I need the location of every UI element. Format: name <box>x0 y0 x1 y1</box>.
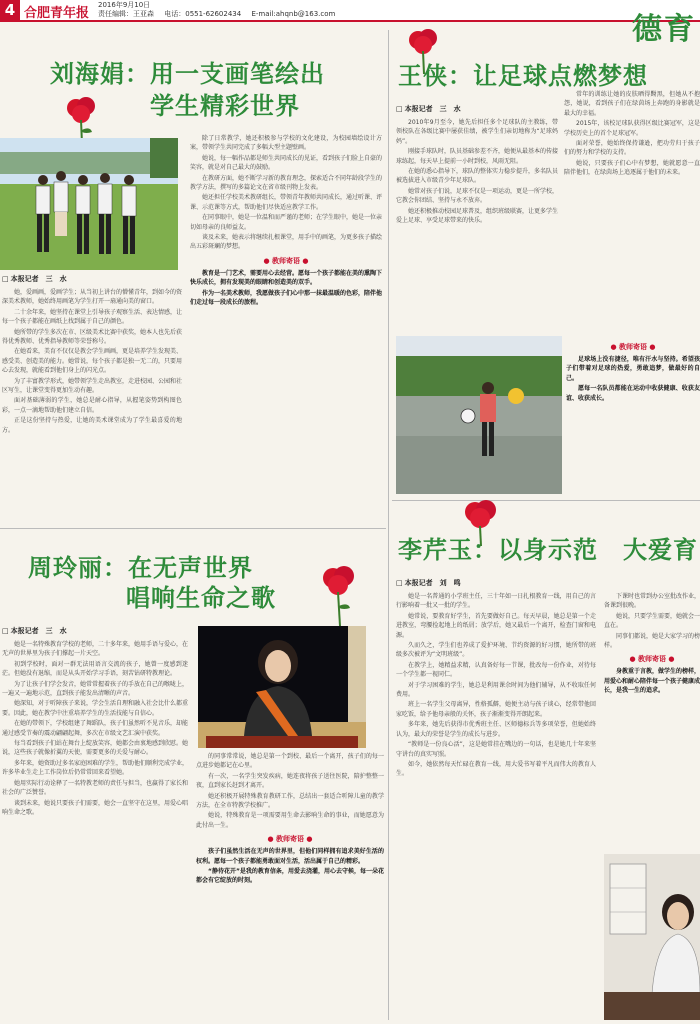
zhou-portrait-photo <box>198 626 366 748</box>
issue-date: 2016年9月10日 <box>98 1 151 9</box>
phone-number: 电话：0551-62602434 <box>164 10 242 18</box>
email-address: E-mail:ahqnb@163.com <box>251 10 336 18</box>
li-byline: □ 本报记者 刘 鸣 <box>396 578 461 588</box>
liu-body-col2: 除了日常教学，她还积极参与学校的文化建设，为校园墙绘设计方案，带领学生共同完成了多幅大型主题壁画。 她说，每一幅作品都是师生共同成长的见证，看到孩子们脸上自豪的笑容，就是对自己最大的鼓励。 在教研方面，她不断学习新的教育理念，探索适合不同年龄段学生的教学方法，撰写的多篇论文在省市级刊物上发表。 她还担任学校美术教研组长，带领青年教师共同成长，通过听课、评课、示范课等方式，帮助他们尽快适应教学工作。 在同事眼中，她是一位温和而严谨的老师；在学生眼中，她是一位亲切如母亲的良师益友。 谈及未来，她表示将继续扎根课堂，用手中的画笔，为更多孩子描绘出五彩斑斓的梦想。 ● 教师寄语 ● 教育是一门艺术，需要用心去经营。愿每一个孩子都能在美的熏陶下快乐成长，拥有发现美的眼睛和创造美的双手。 作为一名美术教师，我愿做孩子们心中那一抹最温暖的色彩，陪伴他们走过每一段成长的旅程。 <box>190 134 382 524</box>
editor-credit: 责任编辑：王亚森 <box>98 10 154 18</box>
li-portrait-photo <box>604 854 700 1020</box>
zhou-headline-line2: 唱响生命之歌 <box>126 584 276 612</box>
liu-group-photo <box>0 138 178 270</box>
paper-name: 合肥青年报 <box>24 6 90 21</box>
column-divider <box>388 30 389 1020</box>
wang-byline: □ 本报记者 三 水 <box>396 104 461 114</box>
zhou-body-col2: 的同事常常说，她总是第一个到校、最后一个离开，孩子们的每一点进步她都记在心里。 有一次，一名学生突发疾病，她连夜将孩子送往医院，陪护整整一夜，直到家长赶到才离开。 她还积极开展特殊教育教研工作，总结出一套适合听障儿童的教学方法，在全市特教学校推广。 她说，特殊教育是一项需要用生命去影响生命的事业，而她愿意为此付出一生。 ● 教师寄语 ● 孩子们虽然生活在无声的世界里，但他们同样拥有追求美好生活的权利。愿每一个孩子都能勇敢面对生活，活出属于自己的精彩。 “静待花开”是我的教育信条，用爱去浇灌，用心去守候，每一朵花都会有它绽放的时刻。 <box>196 752 384 1020</box>
zhou-body-col1: 她是一名特殊教育学校的老师，二十多年来，她用手语与爱心，在无声的世界里为孩子们撑起一片天空。 初到学校时，面对一群无法用语言交流的孩子，她曾一度感到迷茫。但她没有退缩，而是从头开始学习手语，刻苦钻研特教理论。 为了让孩子们学会发音，她常常握着孩子的手放在自己的喉咙上，一遍又一遍地示范，直到孩子能发出清晰的声音。 她深知，对于听障孩子来说，学会生活自理和融入社会比什么都重要。因此，她在教学中注重培养学生的生活技能与自信心。 在她的带领下，学校组建了舞蹈队，孩子们虽然听不见音乐，却能通过感受节奏的震动翩翩起舞，多次在市级文艺汇演中获奖。 每当看到孩子们站在舞台上绽放笑容，她都会由衷地感到欣慰。她说，这些孩子就像折翼的天使，需要更多的关爱与耐心。 多年来，她资助过多名家庭困难的学生，帮助他们顺利完成学业，许多毕业生走上工作岗位后仍常常回来看望她。 她用实际行动诠释了一名特教老师的责任与担当，也赢得了家长和社会的广泛赞誉。 谈到未来，她说只要孩子们需要，她会一直坚守在这里，用爱心唱响生命之歌。 <box>2 641 188 816</box>
liu-headline-line1: 刘海娟：用一支画笔绘出 <box>50 60 325 88</box>
liu-headline-line2: 学生精彩世界 <box>150 92 300 120</box>
zhou-byline: □ 本报记者 三 水 <box>2 626 67 636</box>
wang-body-col1: 2010年9月至今，她先后担任多个足球队的主教练，带领校队在各级比赛中屡获佳绩，被学生们亲切地称为“足球妈妈”。 刚接手球队时，队员基础参差不齐，她便从最基本的传接球练起，每天早上提前一小时到校，风雨无阻。 在她的悉心指导下，球队的整体实力稳步提升，多名队员被选拔进入市级青少年足球队。 她常对孩子们说，足球不仅是一项运动，更是一所学校，它教会你团结、坚持与永不放弃。 她还积极推动校园足球普及，组织班级联赛，让更多学生爱上足球、享受足球带来的快乐。 <box>396 119 558 225</box>
wang-body-col3: ● 教师寄语 ● 足球场上没有捷径，唯有汗水与坚持。希望孩子们带着对足球的热爱，勇敢追梦，做最好的自己。 愿每一名队员都能在运动中收获健康、收获友谊、收获成长。 <box>566 338 700 496</box>
li-body-col1: 她是一名普通的小学班主任，三十年如一日扎根教育一线，用自己的言行影响着一批又一批的学生。 她常说，要教育好学生，首先要做好自己。每天早晨，她总是第一个走进教室，弯腰捡起地上的纸屑；放学后，她又最后一个离开，检查门窗和电源。 久而久之，学生们也养成了爱护环境、节约资源的好习惯，她所带的班级多次被评为“文明班级”。 在教学上，她精益求精，认真备好每一节课，批改每一份作业，对待每一个学生都一视同仁。 对于学习困难的学生，她总是利用课余时间为他们辅导，从不收取任何费用。 班上一名学生父母离异，性格孤僻，她便主动与孩子谈心，经常带他回家吃饭，给予他母亲般的关怀，孩子渐渐变得开朗起来。 多年来，她先后获得市优秀班主任、区师德标兵等多项荣誉，但她始终认为，最大的荣誉是学生的成长与进步。 “教师是一份良心活”，这是她常挂在嘴边的一句话，也是她几十年来坚守讲台的真实写照。 如今，她依然每天忙碌在教育一线，用大爱书写着平凡而伟大的教育人生。 <box>396 593 596 778</box>
masthead-info <box>98 1 343 19</box>
liu-sidebar-title: ● 教师寄语 ● <box>190 256 382 266</box>
row-divider-left <box>0 528 386 529</box>
page-number: 4 <box>0 0 20 20</box>
section-title: 德育 <box>632 12 696 47</box>
row-divider-right <box>392 500 700 501</box>
wang-sidebar-title: ● 教师寄语 ● <box>566 342 700 352</box>
liu-byline: □ 本报记者 三 水 <box>2 274 67 284</box>
wang-body-col2: 常年的训练让她的皮肤晒得黝黑，但她从不抱怨，她说，看到孩子们在绿茵场上奔跑的身影就是最大的幸福。 2015年，该校足球队获得区级比赛冠军，这是学校历史上的首个足球冠军。 面对荣誉，她始终保持谦逊，把功劳归于孩子们的努力和学校的支持。 她说，只要孩子们心中有梦想，她就愿意一直陪伴他们，在绿茵场上追逐属于他们的未来。 <box>564 91 700 177</box>
zhou-sidebar-title: ● 教师寄语 ● <box>196 834 384 844</box>
wang-headline: 王侠：让足球点燃梦想 <box>398 62 648 90</box>
liu-body-col1: 她，爱画画，爱画学生；从当初上讲台的懵懂青年，到如今的资深美术教师，她始终用画笔为学生打开一扇通向美的窗口。 二十余年来，她坚持在课堂上引导孩子观察生活、表达情感，让每一个孩子都能在画纸上找到属于自己的颜色。 她所带的学生多次在市、区级美术比赛中获奖，她本人也先后获得优秀教师、优秀指导教师等荣誉称号。 在她看来，美育不仅仅是教会学生画画，更是培养学生发现美、感受美、创造美的能力。她常说，每个孩子都是独一无二的，只要用心去发现，就能看到他们身上的闪光点。 为了丰富教学形式，她带领学生走出教室，走进校园、公园和社区写生，让课堂变得更加生动有趣。 面对基础薄弱的学生，她总是耐心指导，从握笔姿势到构图色彩，一点一滴地帮助他们建立自信。 正是这份坚持与热爱，让她的美术课堂成为了学生最喜爱的地方。 <box>2 289 182 434</box>
li-sidebar-title: ● 教师寄语 ● <box>604 654 700 664</box>
wang-photo <box>396 336 562 494</box>
zhou-headline-line1: 周玲丽：在无声世界 <box>28 554 253 582</box>
li-headline: 李芹玉：以身示范 大爱育 <box>398 536 698 564</box>
masthead <box>0 0 700 22</box>
rose-icon <box>318 566 360 628</box>
li-body-col2: 下课时也常到办公室批改作业，备课到很晚。 她说，只要学生需要，她就会一直在。 同事们都说，她是大家学习的榜样。 ● 教师寄语 ● 身教重于言教，做学生的榜样，用爱心和耐心陪伴每一个孩子健康成长，是我一生的追求。 <box>604 592 700 848</box>
